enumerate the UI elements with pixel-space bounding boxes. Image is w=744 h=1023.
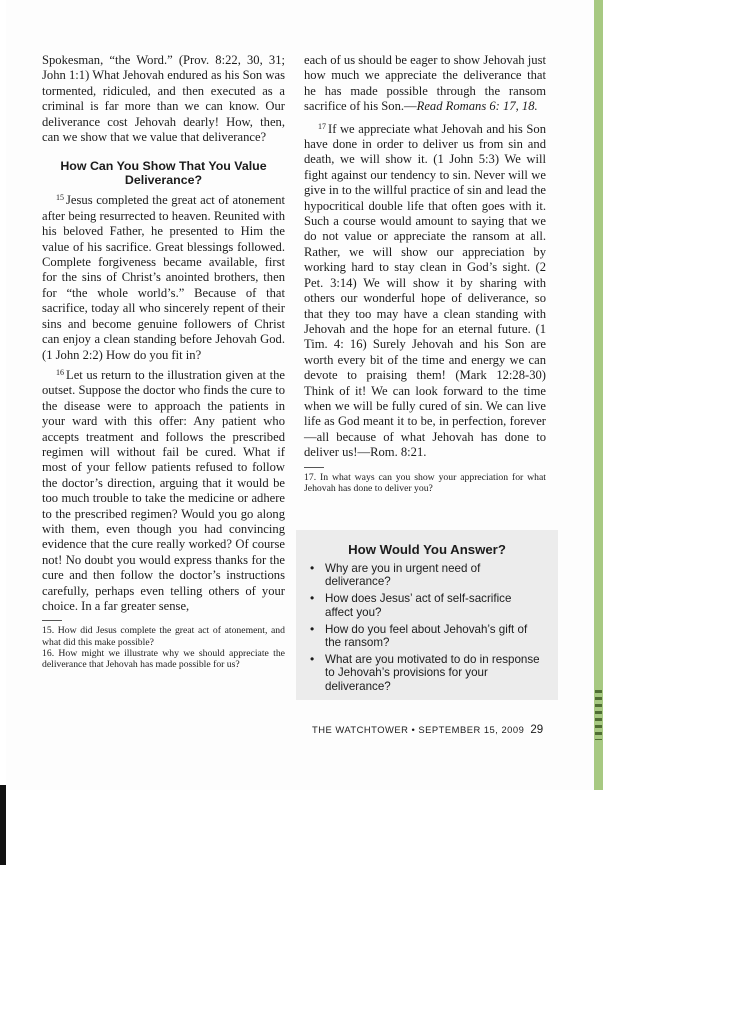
study-question-15: 15. How did Jesus complete the great act of atonement, and what did this make possible? <box>42 625 285 648</box>
study-question-17: 17. In what ways can you show your appreciation for what Jehovah has done to deliver you? <box>304 471 546 494</box>
paragraph-14-continued: Spokesman, “the Word.” (Prov. 8:22, 30, 31; John 1:1) What Jehovah endured as his Son was tormented, ridiculed, and then executed as a criminal is far more than we can know. Our deliverance cost Jehovah dearly! How, then, can we show that we value that deliverance? <box>42 53 285 145</box>
review-question: • Why are you in urgent need of deliverance? <box>310 561 481 589</box>
paragraph-number: 16 <box>56 367 64 377</box>
footnote-divider <box>42 620 62 621</box>
page-edge-binding <box>594 0 603 790</box>
edge-marks <box>595 690 602 740</box>
footnote-divider <box>304 467 324 468</box>
page-number: 29 <box>530 724 544 736</box>
review-box <box>296 530 558 700</box>
paragraph-text: Jesus completed the great act of atonement after being resurrected to heaven. Reunited with his beloved Father, he presented to Him the value of his sacrifice. Great blessings followed. Complete forgiveness became available, first for the sins of Christ’s anointed brothers, then for “the whole world’s.” Because of that sacrifice, today all who sincerely repent of their sins and become genuine followers of Christ can enjoy a clean standing before Jehovah God. (1 John 2:2) How do you fit in? <box>42 193 285 362</box>
scripture-reference: Read Romans 6: 17, 18. <box>416 99 538 114</box>
paragraph-number: 17 <box>318 121 326 131</box>
review-question: • What are you motivated to do in response to Jehovah’s provisions for your deliverance? <box>310 652 540 693</box>
right-column <box>304 53 546 494</box>
paragraph-text: each of us should be eager to show Jehovah just how much we appreciate the deliverance that he has made possible through the ransom sacrifice of his Son.— <box>304 53 546 114</box>
publication-info: THE WATCHTOWER • SEPTEMBER 15, 2009 <box>312 724 525 735</box>
bullet-icon: • <box>310 652 315 667</box>
review-question: • How does Jesus’ act of self-sacrifice affect you? <box>310 591 512 619</box>
left-column <box>42 53 285 671</box>
paragraph-16-continued <box>304 53 546 115</box>
paragraph-text: If we appreciate what Jehovah and his Son have done in order to deliver us from sin and death, we will show it. (1 John 5:3) We will fight against our tendency to sin. Never will we give in to the willful practice of sin and lead the hypocritical double life that often goes with it. Such a course would amount to saying that we do not value or appreciate the ransom at all. Rather, we will show our appreciation by working hard to stay clean in God’s sight. (2 Pet. 3:14) We will show it by sharing with others our wonderful hope of deliverance, so that they too may have a clean standing with Jehovah and the hope for an eternal future. (1 Tim. 4: 16) Surely Jehovah and his Son are worth every bit of the time and energy we can devote to praising them! (Mark 12:28-30) Think of it! We can look forward to the time when we will be fully cured of sin. We can live life as God meant it to be, in perfection, forever—all because of what Jehovah has done to deliver us!—Rom. 8:21. <box>304 121 546 460</box>
paragraph-16 <box>42 365 285 615</box>
review-question-list <box>310 562 540 697</box>
paragraph-number: 15 <box>56 193 64 203</box>
review-box-title: How Would You Answer? <box>348 542 506 557</box>
magazine-page <box>6 0 603 790</box>
bullet-icon: • <box>310 621 315 636</box>
paragraph-text: Let us return to the illustration given at the outset. Suppose the doctor who finds the cure to the disease were to approach the patients in your ward with this offer: Any patient who accepts treatment and follows the prescribed regimen will without fail be cured. What if most of your fellow patients refused to follow the doctor’s direction, arguing that it would be too much trouble to take the medicine or adhere to the prescribed regimen? Would you go along with them, even though you had convincing evidence that the cure really worked? Of course not! No doubt you would express thanks for the cure and then follow the doctor’s instructions carefully, perhaps even telling others of your choice. In a far greater sense, <box>42 367 285 613</box>
review-question: • How do you feel about Jehovah’s gift of the ransom? <box>310 621 528 650</box>
page-footer <box>312 724 543 736</box>
paragraph-17 <box>304 119 546 461</box>
scan-edge-mark <box>0 785 6 865</box>
bullet-icon: • <box>310 591 315 606</box>
study-question-16: 16. How might we illustrate why we should appreciate the deliverance that Jehovah has made possible for us? <box>42 648 285 671</box>
bullet-icon: • <box>310 561 315 575</box>
section-subheading: How Can You Show That You Value Deliverance? <box>60 159 267 188</box>
paragraph-15 <box>42 190 285 362</box>
